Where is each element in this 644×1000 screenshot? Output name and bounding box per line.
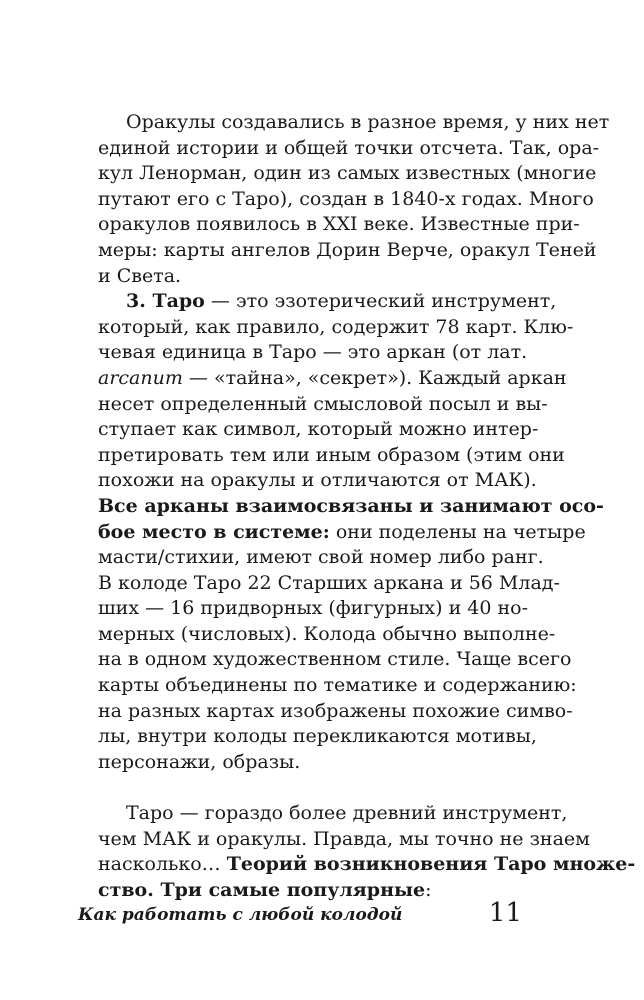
bold-emphasis: Теорий возникновения Таро множе- bbox=[226, 853, 636, 876]
text-fragment: — это эзотерический инструмент, bbox=[204, 290, 557, 313]
text-line: меры: карты ангелов Дорин Верче, оракул Теней bbox=[98, 238, 597, 261]
text-line: Таро — гораздо более древний инструмент, bbox=[126, 802, 568, 825]
text-line: путают его с Таро), создан в 1840-х годах. Много bbox=[98, 187, 594, 210]
page-number: 11 bbox=[488, 898, 522, 928]
text-line: лы, внутри колоды перекликаются мотивы, bbox=[98, 725, 537, 748]
text-line: и Света. bbox=[98, 264, 182, 287]
text-line bbox=[98, 289, 557, 315]
text-line: похожи на оракулы и отличаются от МАК). bbox=[98, 469, 537, 492]
text-line: персонажи, образы. bbox=[98, 750, 301, 773]
text-fragment: насколько… bbox=[98, 853, 227, 876]
text-line: претировать тем или иным образом (этим они bbox=[98, 443, 565, 466]
text-fragment: — «тайна», «секрет»). Каждый аркан bbox=[182, 366, 567, 389]
bold-emphasis: ство. Три самые популярные bbox=[98, 878, 426, 901]
main-text bbox=[98, 110, 636, 903]
text-line: карты объединены по тематике и содержанию: bbox=[98, 674, 577, 697]
text-line bbox=[98, 366, 567, 392]
bold-emphasis: бое место в системе: bbox=[98, 520, 330, 543]
text-line: на разных картах изображены похожие симво- bbox=[98, 699, 573, 722]
text-line: чем МАК и оракулы. Правда, мы точно не знаем bbox=[98, 827, 590, 850]
text-line: на в одном художественном стиле. Чаще всего bbox=[98, 648, 572, 671]
text-line: кул Ленорман, один из самых известных (многие bbox=[98, 162, 597, 185]
text-line bbox=[98, 520, 586, 546]
bold-emphasis: Все арканы взаимосвязаны и занимают осо- bbox=[98, 494, 604, 517]
text-line: несет определенный смысловой посыл и вы- bbox=[98, 392, 548, 415]
text-line: масти/стихии, имеют свой номер либо ранг. bbox=[98, 546, 544, 569]
text-line: чевая единица в Таро — это аркан (от лат. bbox=[98, 341, 528, 364]
text-line: В колоде Таро 22 Старших аркана и 56 Млад- bbox=[98, 571, 560, 594]
text-line bbox=[98, 852, 636, 878]
text-line: ступает как символ, который можно интер- bbox=[98, 418, 539, 441]
running-footer-title: Как работать с любой колодой bbox=[78, 905, 403, 925]
text-fragment: : bbox=[425, 878, 432, 901]
text-line: единой истории и общей точки отсчета. Так, ора- bbox=[98, 136, 600, 159]
text-fragment: они поделены на четыре bbox=[329, 520, 586, 543]
paragraph-gap bbox=[98, 775, 523, 801]
text-line: оракулов появилось в XXI веке. Известные при- bbox=[98, 213, 580, 236]
text-line: который, как правило, содержит 78 карт. Клю- bbox=[98, 315, 574, 338]
text-line: ших — 16 придворных (фигурных) и 40 но- bbox=[98, 597, 529, 620]
latin-term: arcanum bbox=[98, 366, 183, 389]
text-line bbox=[98, 878, 523, 904]
list-number-heading: 3. Таро bbox=[126, 290, 205, 313]
text-line: мерных (числовых). Колода обычно выполне- bbox=[98, 622, 556, 645]
text-line: Оракулы создавались в разное время, у них нет bbox=[126, 111, 610, 133]
text-line bbox=[98, 494, 604, 520]
